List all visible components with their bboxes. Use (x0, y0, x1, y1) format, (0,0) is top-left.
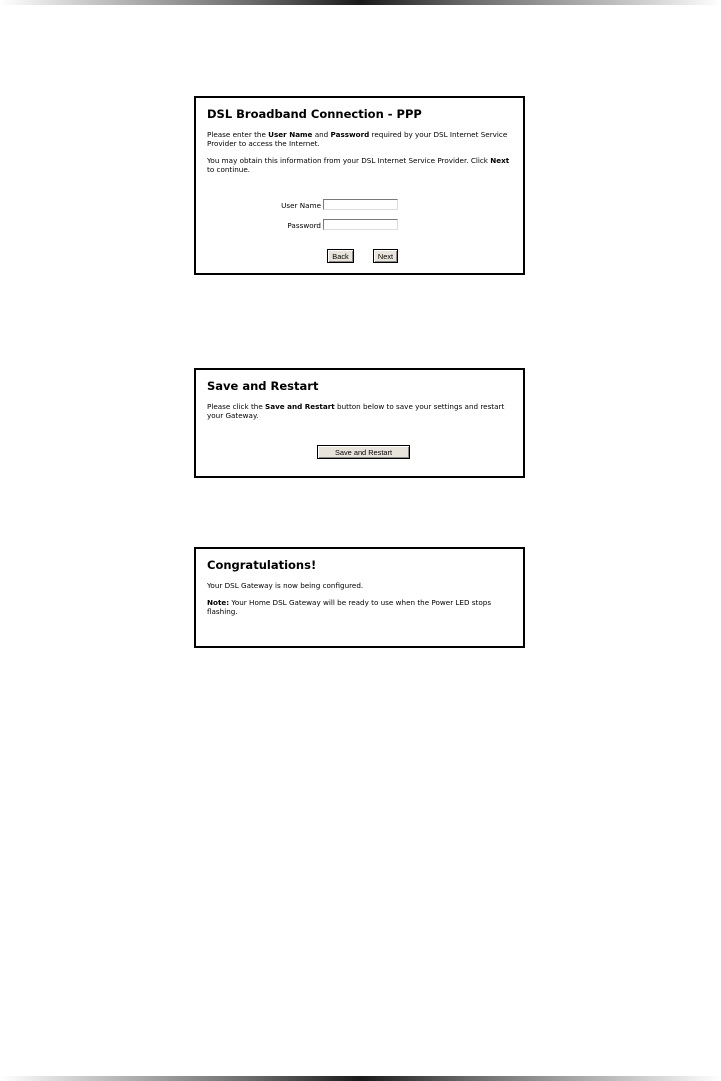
ppp-panel (195, 97, 524, 274)
bottom-divider (0, 1076, 721, 1081)
congrats-note: Note: Your Home DSL Gateway will be ready to use when the Power LED stops flashing. (207, 598, 492, 616)
ppp-intro-text: Please enter the User Name and Password required by your DSL Internet Service Provider to access the Internet. (207, 130, 508, 148)
congrats-panel (195, 548, 524, 647)
username-label: User Name (281, 201, 321, 210)
username-row (196, 199, 321, 211)
username-input[interactable] (323, 199, 398, 210)
save-panel (195, 369, 524, 477)
password-row (196, 219, 321, 231)
password-label: Password (287, 221, 321, 230)
congrats-line: Your DSL Gateway is now being configured. (207, 581, 364, 590)
ppp-title: DSL Broadband Connection - PPP (207, 107, 422, 121)
password-input[interactable] (323, 219, 398, 230)
save-title: Save and Restart (207, 379, 319, 393)
save-and-restart-button[interactable]: Save and Restart (317, 445, 410, 459)
next-button[interactable]: Next (373, 249, 398, 263)
back-button[interactable]: Back (327, 249, 354, 263)
ppp-obtain-text: You may obtain this information from your DSL Internet Service Provider. Click Next to continue. (207, 156, 510, 174)
save-instructions: Please click the Save and Restart button below to save your settings and restart your Gateway. (207, 402, 505, 420)
congrats-title: Congratulations! (207, 558, 317, 572)
top-divider (0, 0, 721, 5)
